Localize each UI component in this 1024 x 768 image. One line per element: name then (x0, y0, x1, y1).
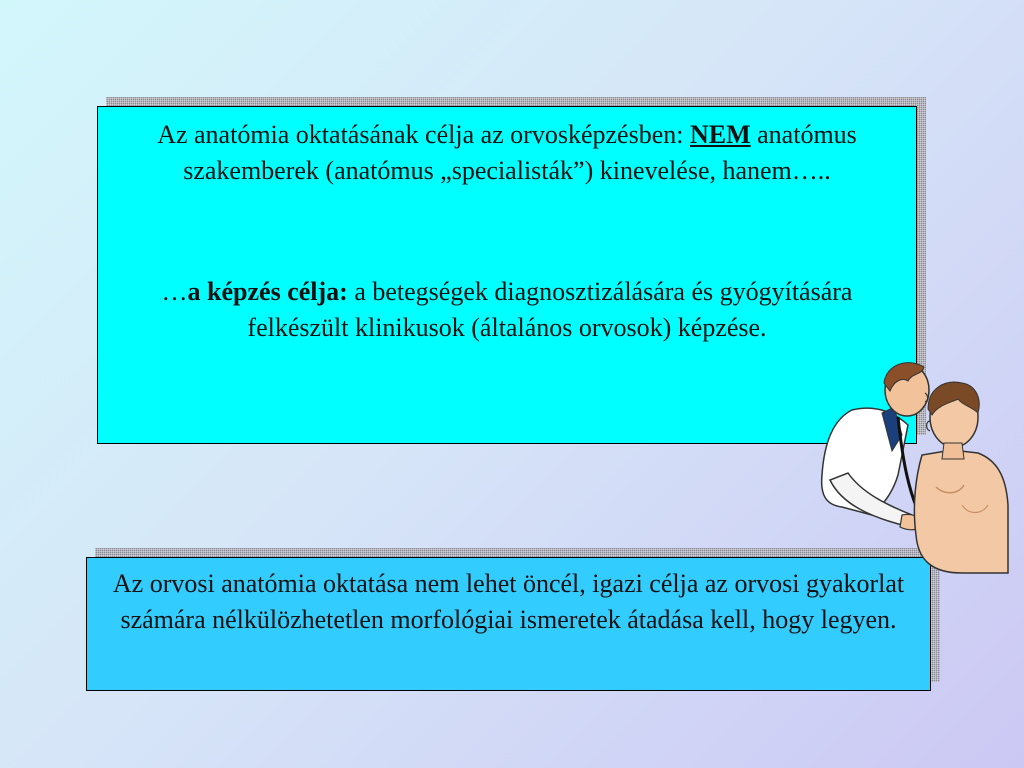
goal-paragraph-2 (110, 274, 904, 347)
goal-paragraph-2-bold: a képzés célja: (187, 276, 348, 306)
goal-paragraph-2-rest: a betegségek diagnosztizálására és gyógyítására felkészült klinikusok (általános orvosok) képzése. (247, 276, 853, 343)
anatomy-teaching-textbox (86, 557, 931, 691)
paragraph-gap (110, 190, 904, 274)
anatomy-goal-textbox (97, 106, 917, 444)
goal-paragraph-1-prefix: Az anatómia oktatásának célja az orvosképzésben: (157, 120, 690, 149)
teaching-paragraph: Az orvosi anatómia oktatása nem lehet öncél, igazi célja az orvosi gyakorlat számára nélkülözhetetlen morfológiai ismeretek átadása kell, hogy legyen. (112, 569, 905, 635)
goal-paragraph-1-rest: anatómus szakemberek (anatómus „specialisták”) kinevelése, hanem….. (183, 120, 857, 186)
goal-paragraph-1 (110, 117, 904, 190)
doctor-examining-patient-icon (812, 355, 1012, 575)
nem-emphasis: NEM (689, 120, 751, 149)
goal-paragraph-2-prefix: … (161, 276, 188, 306)
